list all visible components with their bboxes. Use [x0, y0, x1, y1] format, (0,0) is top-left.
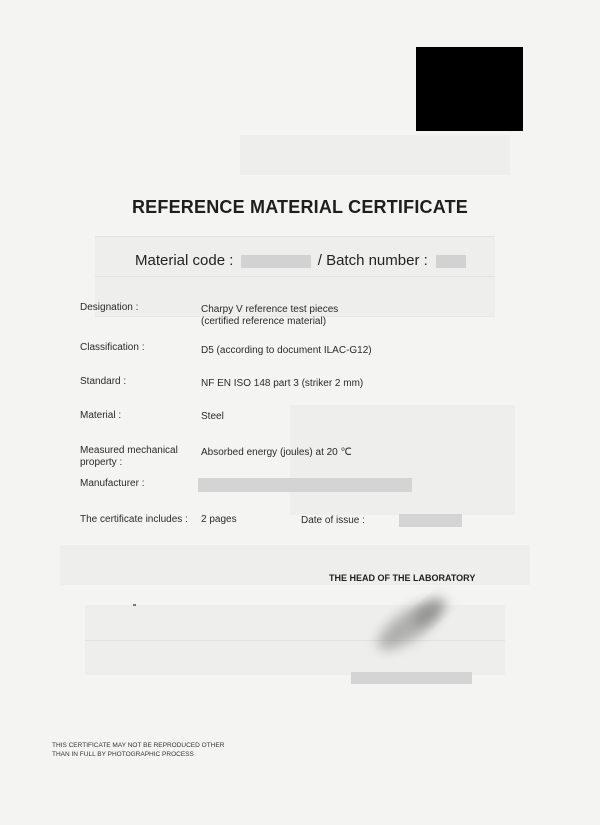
reproduction-notice-line1: THIS CERTIFICATE MAY NOT BE REPRODUCED OTHER [52, 742, 225, 749]
standard-value: NF EN ISO 148 part 3 (striker 2 mm) [201, 378, 364, 389]
includes-value: 2 pages [201, 514, 237, 525]
material-code-label: Material code : [135, 252, 234, 269]
batch-number-label: / Batch number : [317, 252, 428, 269]
redacted-logo-block [416, 47, 523, 131]
includes-label: The certificate includes : [80, 514, 188, 525]
redacted-date-of-issue [399, 514, 462, 527]
redacted-signatory-name [351, 672, 472, 684]
designation-label: Designation : [80, 302, 139, 313]
show-through-text [240, 135, 510, 175]
show-through-text [290, 405, 515, 515]
show-through-line [95, 236, 495, 237]
classification-value: D5 (according to document ILAC-G12) [201, 345, 372, 356]
redacted-material-code [241, 255, 311, 268]
material-value: Steel [201, 411, 224, 422]
designation-value-line2: (certified reference material) [201, 316, 327, 327]
head-of-laboratory-title: THE HEAD OF THE LABORATORY [329, 573, 476, 583]
material-label: Material : [80, 410, 122, 421]
stray-mark [133, 604, 136, 606]
measured-property-label-line2: property : [80, 457, 123, 468]
standard-label: Standard : [80, 376, 127, 387]
measured-property-value: Absorbed energy (joules) at 20 ℃ [201, 447, 352, 458]
redacted-manufacturer [198, 478, 412, 492]
measured-property-label-line1: Measured mechanical [80, 445, 178, 456]
material-batch-line [135, 252, 466, 269]
blurred-signature [355, 580, 485, 665]
designation-value-line1: Charpy V reference test pieces [201, 304, 339, 315]
reproduction-notice [52, 741, 224, 759]
certificate-title: REFERENCE MATERIAL CERTIFICATE [131, 197, 468, 217]
redacted-batch-number [436, 255, 466, 268]
date-of-issue-label: Date of issue : [301, 515, 365, 526]
show-through-line [95, 276, 495, 277]
reproduction-notice-line2: THAN IN FULL BY PHOTOGRAPHIC PROCESS [52, 751, 194, 758]
manufacturer-label: Manufacturer : [80, 478, 145, 489]
classification-label: Classification : [80, 342, 145, 353]
